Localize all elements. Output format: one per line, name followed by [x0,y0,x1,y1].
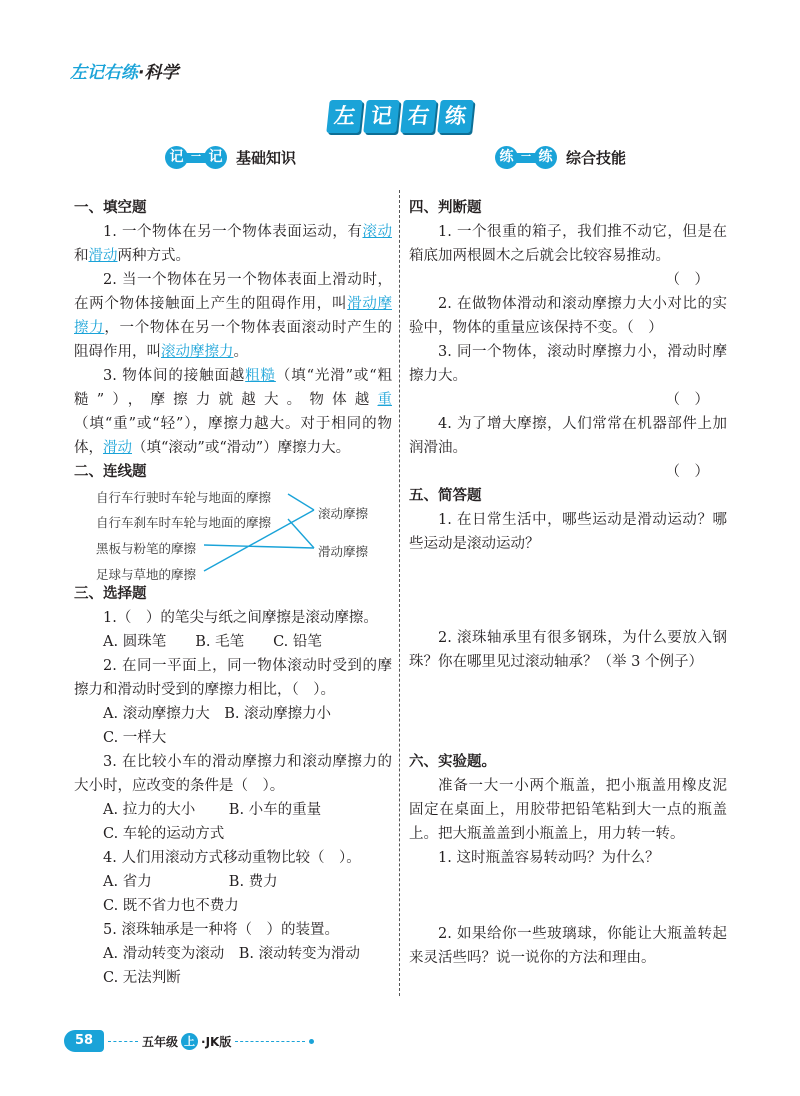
section-title-match: 二、连线题 [74,464,147,480]
section-pill [495,146,554,169]
answer-space [409,674,727,750]
match-left-item: 自行车行驶时车轮与地面的摩擦 [96,490,272,505]
grade-label: 五年级 [142,1034,179,1049]
choice-options: A. 圆珠笔 B. 毛笔 C. 铅笔 [103,634,322,650]
fill-question-2 [74,268,392,364]
answer-space [409,870,727,922]
section-title-fill: 一、填空题 [74,200,147,216]
match-left-item: 自行车刹车时车轮与地面的摩擦 [96,515,272,530]
answer-paren: （ ） [665,392,709,408]
question-text: （填“滚动”或“滑动”）摩擦力大。 [132,440,351,456]
brand-subject: ·科学 [138,63,179,83]
section-head-skills [495,146,626,169]
question-text: ，一个物体在另一个物体表面滚动时产生的阻碍作用，叫 [74,320,393,360]
question-text: （填“重”或“轻”），摩擦力越大。对于相同的物体， [74,416,392,456]
judge-question-1: 1. 一个很重的箱子，我们推不动它，但是在箱底加两根圆木之后就会比较容易推动。 [409,224,727,264]
question-text: 2. 当一个物体在另一个物体表面上滑动时，在两个物体接触面上产生的阻碍作用，叫 [74,272,392,312]
match-left-item: 黑板与粉笔的摩擦 [96,541,197,556]
banner-char: 记 [363,100,399,133]
experiment-intro: 准备一大一小两个瓶盖，把小瓶盖用橡皮泥固定在桌面上，用胶带把铅笔粘到大一点的瓶盖上。把大瓶盖盖到小瓶盖上，用力转一转。 [409,778,727,842]
fill-question-3 [74,364,392,460]
question-text: 1. 一个物体在另一个物体表面运动，有 [103,224,363,240]
choice-question-5: 5. 滚珠轴承是一种将（ ）的装置。 [103,922,339,938]
answer-text: 滑动 [103,440,132,456]
choice-options: A. 拉力的大小 B. 小车的重量 [103,802,322,818]
section-label: 综合技能 [566,149,627,167]
experiment-question-2: 2. 如果给你一些玻璃球，你能让大瓶盖转起来灵活些吗？说一说你的方法和理由。 [409,926,727,966]
choice-options: C. 既不省力也不费力 [103,898,239,914]
answer-text: 滚动 [362,224,392,240]
matching-diagram [74,486,392,582]
section-pill [165,146,224,169]
choice-options: C. 一样大 [103,730,167,746]
pill-char: 练 [495,146,518,169]
left-column [74,196,392,990]
question-text: 。 [233,344,248,360]
question-text: 和 [74,248,89,264]
section-label: 基础知识 [236,149,297,167]
term-badge: 上 [181,1033,198,1050]
answer-text: 粗糙 [245,368,276,384]
choice-options: A. 省力 B. 费力 [103,874,278,890]
footer-rule [108,1041,138,1042]
experiment-question-1: 1. 这时瓶盖容易转动吗？为什么？ [438,850,660,866]
choice-question-3: 3. 在比较小车的滑动摩擦力和滚动摩擦力的大小时，应改变的条件是（ ）。 [74,754,392,794]
banner-char: 左 [326,100,362,133]
question-text: 两种方式。 [117,248,190,264]
section-head-basic [165,146,296,169]
right-column [409,196,727,970]
edition-label: ·JK版 [201,1034,232,1049]
judge-question-4: 4. 为了增大摩擦，人们常常在机器部件上加润滑油。 [409,416,727,456]
pill-char: 练 [534,146,557,169]
judge-question-3: 3. 同一个物体，滚动时摩擦力小，滑动时摩擦力大。 [409,344,727,384]
short-question-2: 2. 滚珠轴承里有很多钢珠，为什么要放入钢珠？你在哪里见过滚动轴承？（举 3 个例子） [409,630,727,670]
answer-paren: （ ） [665,464,709,480]
brand-name: 左记右练 [70,63,138,83]
section-title-short: 五、简答题 [409,488,482,504]
answer-text: 滑动摩擦力 [74,296,393,336]
choice-options: A. 滑动转变为滚动 B. 滚动转变为滑动 [103,946,361,962]
pill-dash: 一 [515,153,537,163]
match-link-line [204,545,314,548]
answer-space [409,556,727,626]
section-title-judge: 四、判断题 [409,200,482,216]
question-text: （填“光滑”或“粗糙”），摩擦力就越大。物体越 [74,368,392,408]
banner-char: 练 [437,100,473,133]
brand-title [70,58,178,83]
answer-text: 滚动摩擦力 [161,344,234,360]
choice-options: A. 滚动摩擦力大 B. 滚动摩擦力小 [103,706,332,722]
question-text: 3. 物体间的接触面越 [103,368,246,384]
choice-question-1: 1.（ ）的笔尖与纸之间摩擦是滚动摩擦。 [103,610,378,626]
answer-paren: （ ） [665,272,709,288]
page-number: 58 [64,1030,104,1052]
section-title-experiment: 六、实验题。 [409,754,496,770]
footer-rule [235,1041,305,1042]
page-footer [64,1030,314,1052]
column-divider [399,190,400,996]
match-right-item: 滚动摩擦 [318,506,369,521]
choice-question-4: 4. 人们用滚动方式移动重物比较（ ）。 [103,850,361,866]
choice-options: C. 无法判断 [103,970,181,986]
judge-question-2: 2. 在做物体滑动和滚动摩擦力大小对比的实验中，物体的重量应该保持不变。（ ） [409,296,727,336]
match-right-item: 滑动摩擦 [318,544,369,559]
page-banner [328,100,472,133]
pill-dash: 一 [185,153,207,163]
footer-dot [309,1039,314,1044]
choice-options: C. 车轮的运动方式 [103,826,225,842]
match-link-line [288,519,314,548]
answer-text: 重 [377,392,392,408]
answer-text: 滑动 [88,248,118,264]
match-link-line [288,494,314,510]
banner-char: 右 [400,100,436,133]
short-question-1: 1. 在日常生活中，哪些运动是滑动运动？哪些运动是滚动运动？ [409,512,727,552]
match-left-item: 足球与草地的摩擦 [96,567,197,582]
section-title-choice: 三、选择题 [74,586,147,602]
pill-char: 记 [165,146,188,169]
pill-char: 记 [204,146,227,169]
fill-question-1 [74,220,392,268]
choice-question-2: 2. 在同一平面上，同一物体滚动时受到的摩擦力和滑动时受到的摩擦力相比，（ ）。 [74,658,392,698]
